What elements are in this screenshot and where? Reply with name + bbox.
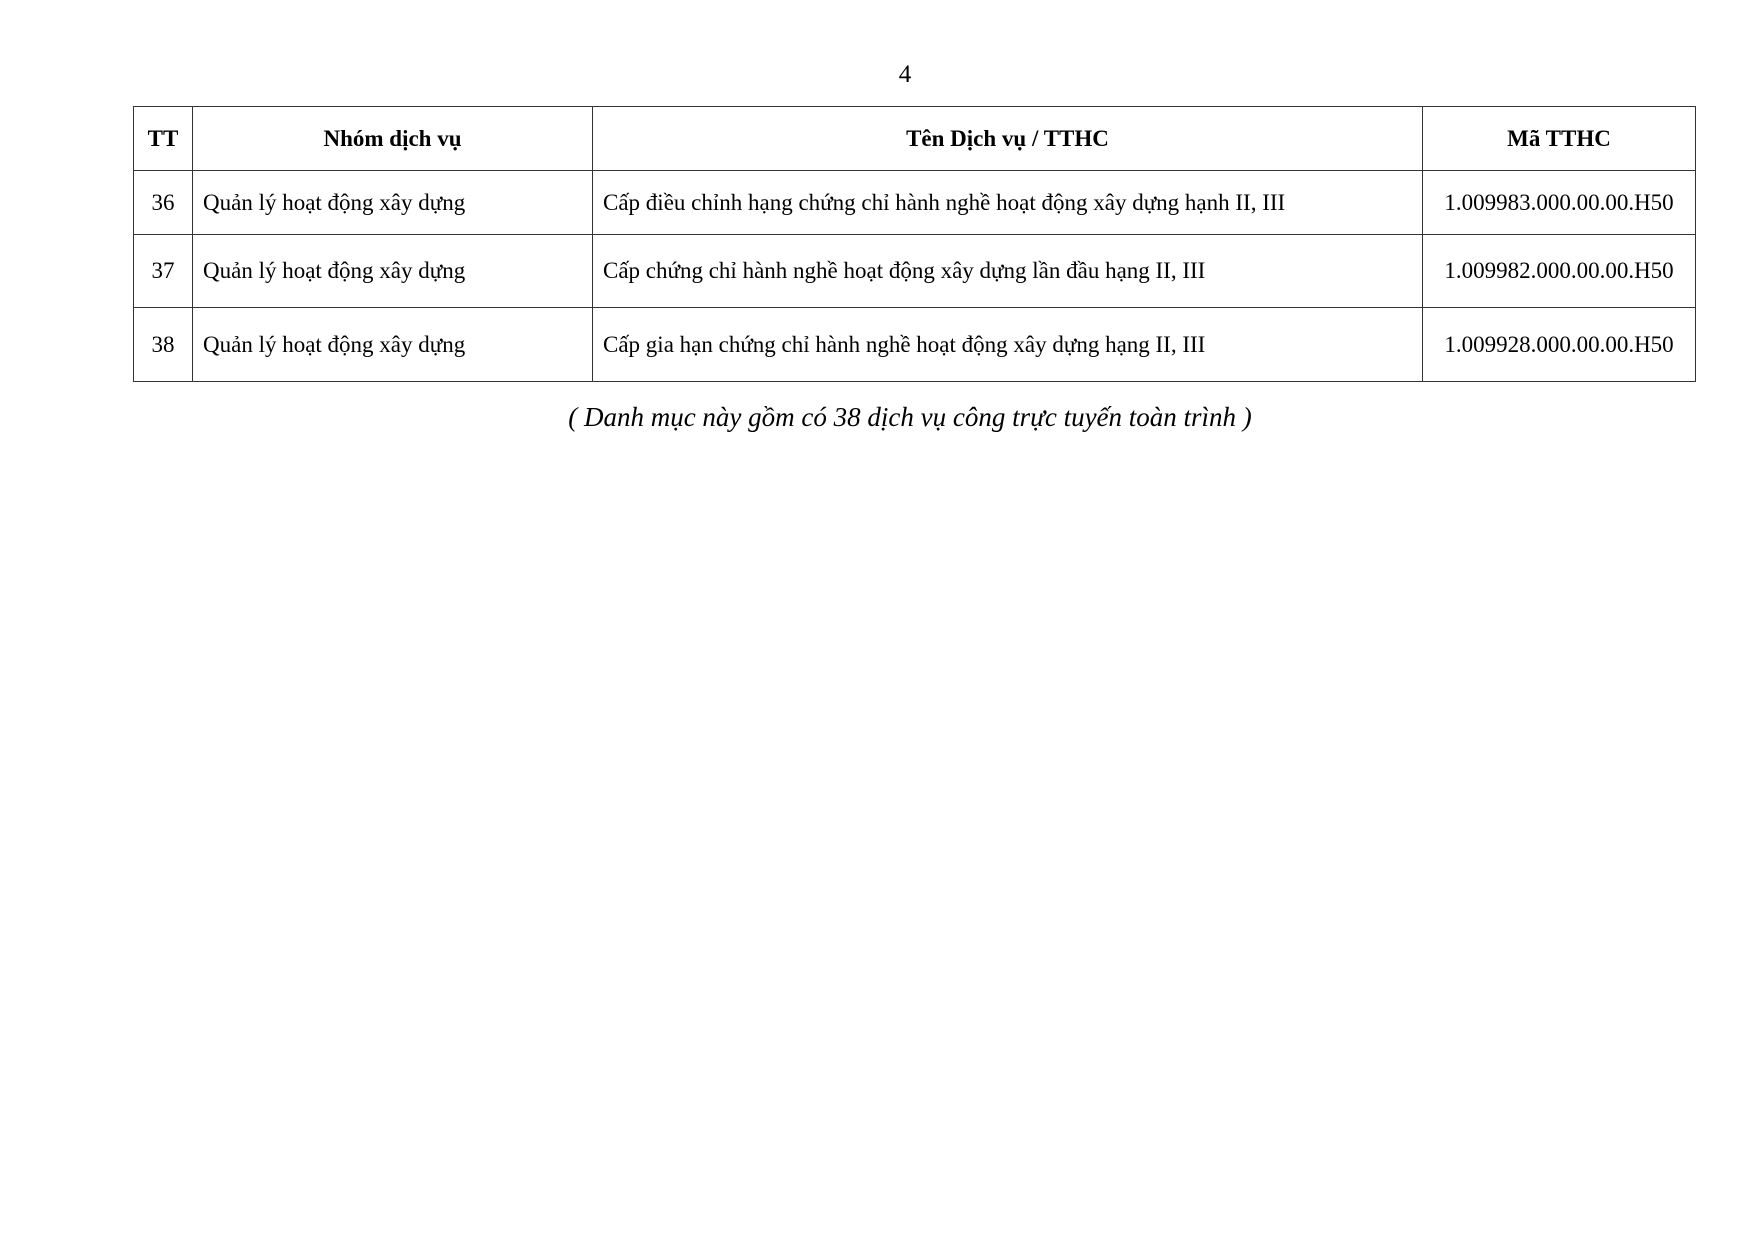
cell-tt: 37 [134, 235, 193, 308]
table-row [134, 235, 1696, 308]
cell-procedure-code: 1.009928.000.00.00.H50 [1423, 308, 1696, 382]
cell-service-name: Cấp gia hạn chứng chỉ hành nghề hoạt động xây dựng hạng II, III [593, 308, 1423, 382]
services-table [133, 106, 1696, 382]
table-row [134, 171, 1696, 235]
cell-procedure-code: 1.009983.000.00.00.H50 [1423, 171, 1696, 235]
cell-service-name: Cấp chứng chỉ hành nghề hoạt động xây dựng lần đầu hạng II, III [593, 235, 1423, 308]
cell-tt: 38 [134, 308, 193, 382]
cell-service-name: Cấp điều chỉnh hạng chứng chỉ hành nghề hoạt động xây dựng hạnh II, III [593, 171, 1423, 235]
cell-service-group: Quản lý hoạt động xây dựng [193, 308, 593, 382]
cell-tt: 36 [134, 171, 193, 235]
table-row [134, 308, 1696, 382]
footer-note: ( Danh mục này gồm có 38 dịch vụ công trực tuyến toàn trình ) [568, 402, 1252, 432]
cell-service-group: Quản lý hoạt động xây dựng [193, 235, 593, 308]
header-service-group: Nhóm dịch vụ [193, 107, 593, 171]
table-header-row [134, 107, 1696, 171]
cell-service-group: Quản lý hoạt động xây dựng [193, 171, 593, 235]
header-tt: TT [134, 107, 193, 171]
header-procedure-code: Mã TTHC [1423, 107, 1696, 171]
page-number: 4 [898, 61, 912, 88]
header-service-name: Tên Dịch vụ / TTHC [593, 107, 1423, 171]
cell-procedure-code: 1.009982.000.00.00.H50 [1423, 235, 1696, 308]
